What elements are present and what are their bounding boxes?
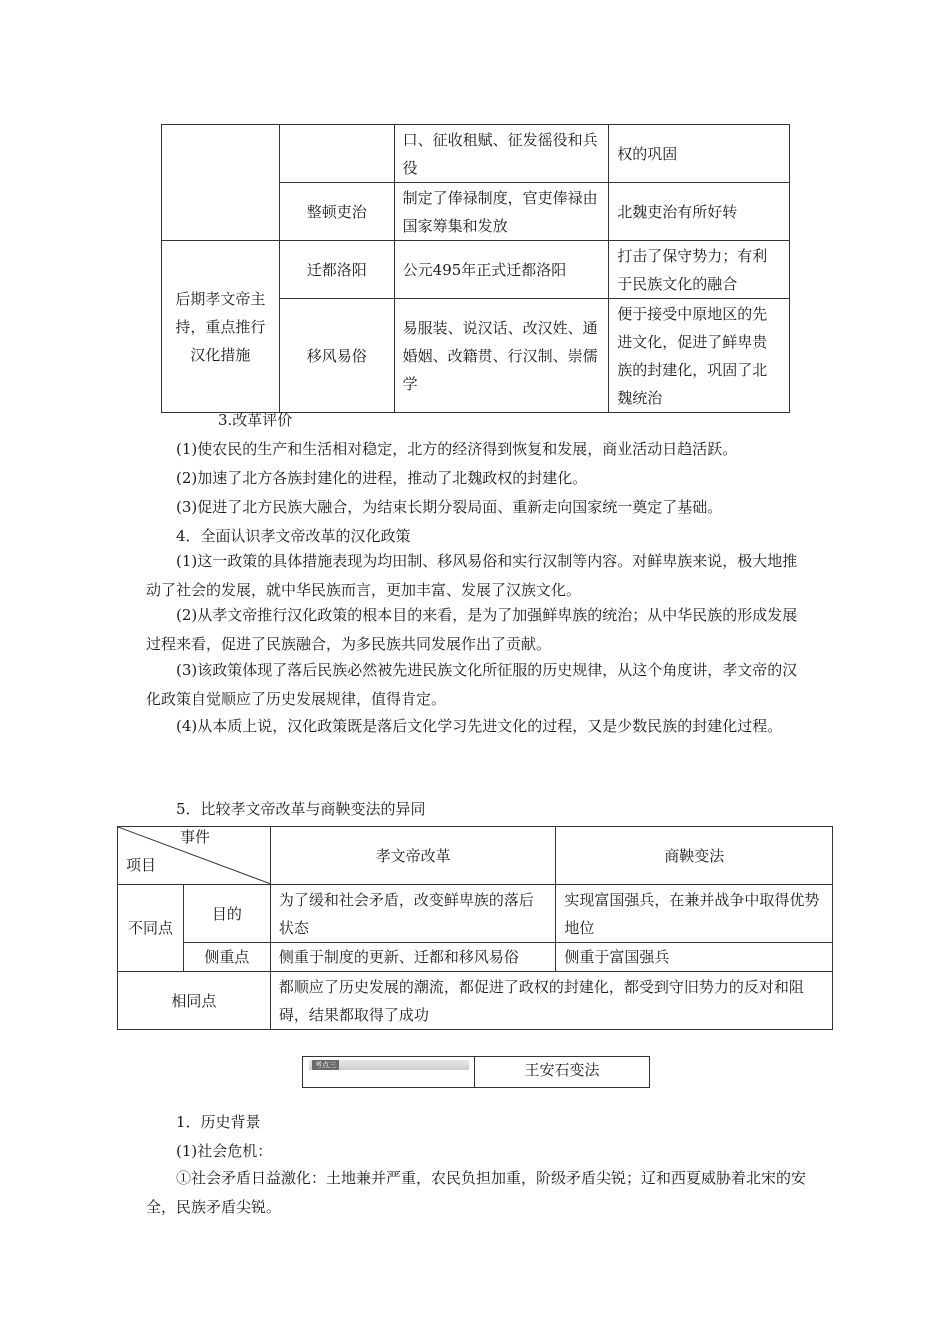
- bg-heading: 1．历史背景: [176, 1113, 261, 1131]
- content-cell: 口、征收租赋、征发徭役和兵役: [394, 125, 609, 183]
- reform-measures-table: [161, 124, 790, 413]
- topic-tag-bar: [309, 1060, 469, 1070]
- diagonal-header-cell: [118, 827, 271, 885]
- focus-xiaowen: 侧重于制度的更新、迁都和移风易俗: [270, 943, 556, 972]
- topic-tag: 考点三: [312, 1060, 339, 1070]
- purpose-shangyang: 实现富国强兵，在兼并战争中取得优势地位: [556, 885, 833, 943]
- same-text: 都顺应了历史发展的潮流，都促进了政权的封建化，都受到守旧势力的反对和阻碍，结果都取得了成功: [270, 972, 832, 1030]
- col-header-xiaowen: 孝文帝改革: [270, 827, 556, 885]
- measure-cell: 移风易俗: [279, 299, 394, 413]
- focus-shangyang: 侧重于富国强兵: [556, 943, 833, 972]
- section3-item: (2)加速了北方各族封建化的进程，推动了北魏政权的封建化。: [176, 469, 588, 487]
- empty-stage-cell: [162, 125, 280, 241]
- section4-item: (2)从孝文帝推行汉化政策的根本目的来看，是为了加强鲜卑族的统治；从中华民族的形成发展过程来看，促进了民族融合，为多民族共同发展作出了贡献。: [146, 606, 798, 653]
- comparison-table: [117, 826, 833, 1030]
- section4-item: (1)这一政策的具体措施表现为均田制、移风易俗和实行汉制等内容。对鲜卑族来说，极大地推动了社会的发展，就中华民族而言，更加丰富、发展了汉族文化。: [146, 552, 798, 599]
- header-item-label: 项目: [126, 856, 157, 874]
- bg-item: ①社会矛盾日益激化：土地兼并严重，农民负担加重，阶级矛盾尖锐；辽和西夏威胁着北宋的安全，民族矛盾尖锐。: [146, 1169, 807, 1216]
- header-event-label: 事件: [180, 828, 211, 846]
- measure-cell: 整顿吏治: [279, 183, 394, 241]
- col-header-shangyang: 商鞅变法: [556, 827, 833, 885]
- section5-heading: 5．比较孝文帝改革与商鞅变法的异同: [176, 800, 426, 818]
- effect-cell: 权的巩固: [609, 125, 790, 183]
- section3-heading: 3.改革评价: [218, 411, 293, 429]
- later-stage-cell: 后期孝文帝主持，重点推行汉化措施: [162, 241, 280, 413]
- purpose-label: 目的: [183, 885, 270, 943]
- measure-cell: 迁都洛阳: [279, 241, 394, 299]
- section3-item: (1)使农民的生产和生活相对稳定，北方的经济得到恢复和发展，商业活动日趋活跃。: [176, 440, 738, 458]
- content-cell: 易服装、说汉话、改汉姓、通婚姻、改籍贯、行汉制、崇儒学: [394, 299, 609, 413]
- content-cell: 制定了俸禄制度，官吏俸禄由国家筹集和发放: [394, 183, 609, 241]
- focus-label: 侧重点: [183, 943, 270, 972]
- measure-cell: [279, 125, 394, 183]
- section4-item: (4)从本质上说，汉化政策既是落后文化学习先进文化的过程，又是少数民族的封建化过程。: [176, 717, 783, 735]
- same-label: 相同点: [118, 972, 271, 1030]
- effect-cell: 打击了保守势力；有利于民族文化的融合: [609, 241, 790, 299]
- section4-heading: 4．全面认识孝文帝改革的汉化政策: [176, 527, 411, 545]
- diff-label: 不同点: [118, 885, 184, 972]
- content-cell: 公元495年正式迁都洛阳: [394, 241, 609, 299]
- section3-item: (3)促进了北方民族大融合，为结束长期分裂局面、重新走向国家统一奠定了基础。: [176, 498, 723, 516]
- purpose-xiaowen: 为了缓和社会矛盾，改变鲜卑族的落后状态: [270, 885, 556, 943]
- bg-sub: (1)社会危机：: [176, 1142, 273, 1160]
- effect-cell: 便于接受中原地区的先进文化，促进了鲜卑贵族的封建化，巩固了北魏统治: [609, 299, 790, 413]
- topic-title: 王安石变法: [524, 1061, 600, 1079]
- topic-box: [302, 1056, 650, 1088]
- effect-cell: 北魏吏治有所好转: [609, 183, 790, 241]
- section4-item: (3)该政策体现了落后民族必然被先进民族文化所征服的历史规律，从这个角度讲，孝文帝的汉化政策自觉顺应了历史发展规律，值得肯定。: [146, 661, 798, 708]
